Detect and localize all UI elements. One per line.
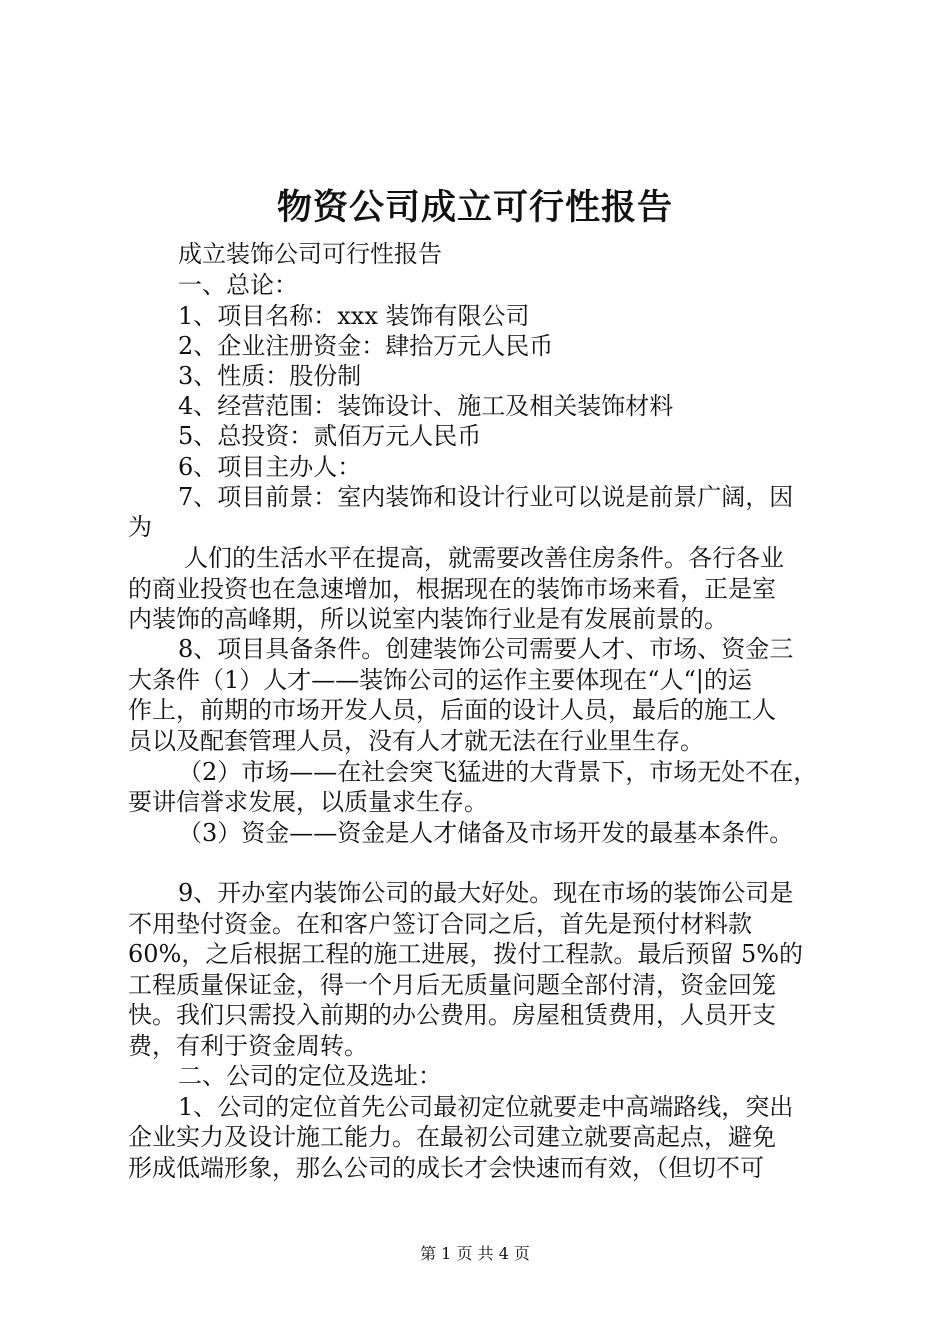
paragraph-line: 人们的生活水平在提高，就需要改善住房条件。各行各业 (184, 544, 784, 572)
paragraph-line: 1、公司的定位首先公司最初定位就要走中高端路线，突出 (178, 1093, 794, 1121)
paragraph-line: 1、项目名称：xxx 装饰有限公司 (178, 302, 530, 330)
paragraph-line: 7、项目前景：室内装饰和设计行业可以说是前景广阔，因 (178, 483, 794, 511)
paragraph-line: 5、总投资：贰佰万元人民币 (178, 422, 482, 450)
section-heading: 二、公司的定位及选址： (178, 1062, 442, 1090)
paragraph-line: 4、经营范围：装饰设计、施工及相关装饰材料 (178, 392, 674, 420)
paragraph-line: 3、性质：股份制 (178, 362, 362, 390)
paragraph-line: 员以及配套管理人员，没有人才就无法在行业里生存。 (128, 727, 704, 755)
paragraph-line: 快。我们只需投入前期的办公费用。房屋租赁费用，人员开支 (128, 1001, 776, 1029)
report-subtitle: 成立装饰公司可行性报告 (178, 240, 442, 268)
paragraph-line: 8、项目具备条件。创建装饰公司需要人才、市场、资金三 (178, 635, 794, 663)
paragraph-line: 工程质量保证金，得一个月后无质量问题全部付清，资金回笼 (128, 971, 776, 999)
paragraph-line: 的商业投资也在急速增加，根据现在的装饰市场来看，正是室 (128, 575, 776, 603)
paragraph-line: 要讲信誉求发展，以质量求生存。 (128, 788, 488, 816)
paragraph-line: 作上，前期的市场开发人员，后面的设计人员，最后的施工人 (128, 696, 776, 724)
page-footer: 第 1 页 共 4 页 (420, 1244, 530, 1263)
paragraph-line: 形成低端形象，那么公司的成长才会快速而有效，（但切不可 (128, 1154, 764, 1182)
paragraph-line: 费，有利于资金周转。 (128, 1032, 368, 1060)
paragraph-line: 2、企业注册资金：肆拾万元人民币 (178, 332, 554, 360)
document-title: 物资公司成立可行性报告 (276, 187, 673, 228)
paragraph-line: 企业实力及设计施工能力。在最初公司建立就要高起点，避免 (128, 1123, 776, 1151)
paragraph-line: 内装饰的高峰期，所以说室内装饰行业是有发展前景的。 (128, 605, 728, 633)
paragraph-line: （2）市场——在社会突飞猛进的大背景下，市场无处不在， (178, 758, 818, 786)
paragraph-line: 为 (128, 513, 152, 541)
section-heading: 一、总论： (178, 271, 298, 299)
paragraph-line: 不用垫付资金。在和客户签订合同之后，首先是预付材料款 (128, 910, 752, 938)
paragraph-line: 大条件（1）人才——装饰公司的运作主要体现在“人“|的运 (128, 666, 752, 694)
paragraph-line: 6、项目主办人： (178, 453, 362, 481)
paragraph-line: 9、开办室内装饰公司的最大好处。现在市场的装饰公司是 (178, 879, 794, 907)
paragraph-line: 60%，之后根据工程的施工进展，拨付工程款。最后预留 5%的 (128, 940, 804, 968)
paragraph-line: （3）资金——资金是人才储备及市场开发的最基本条件。 (178, 819, 794, 847)
